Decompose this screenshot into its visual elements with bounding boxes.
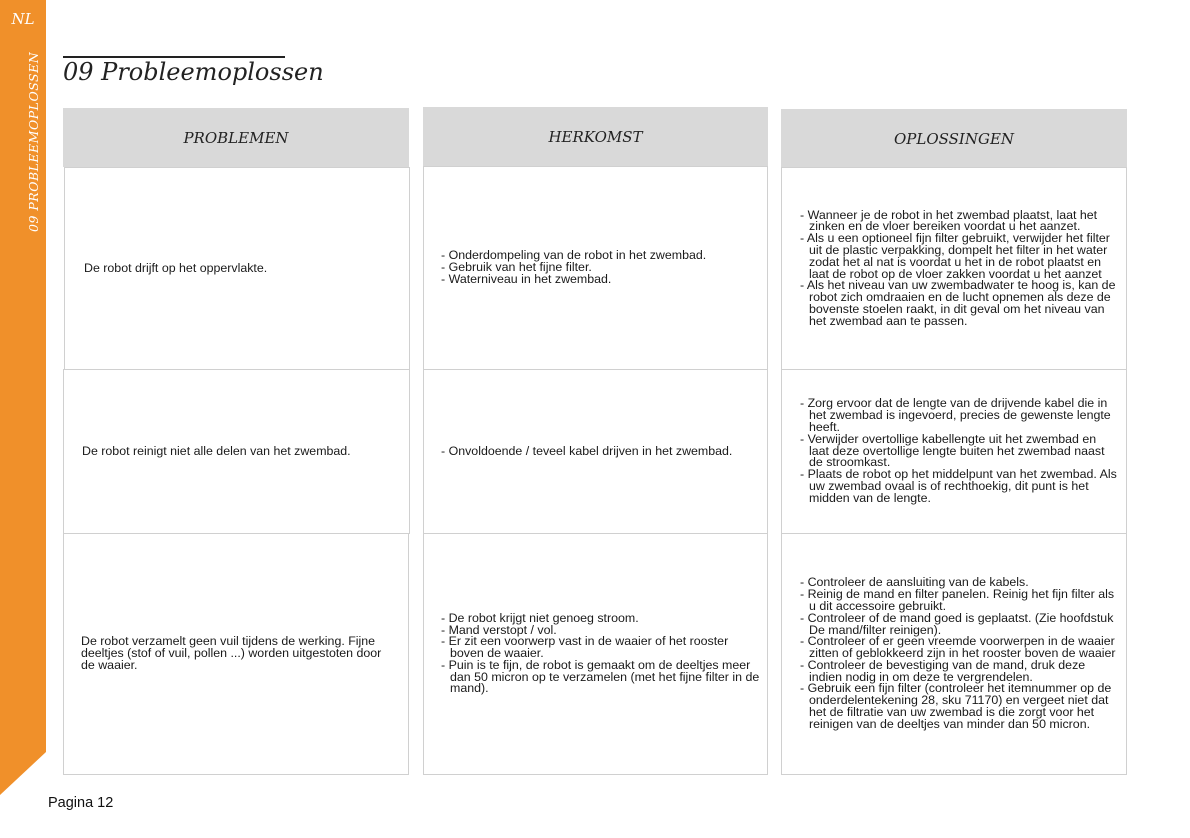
list-item: - Zorg ervoor dat de lengte van de drijvende kabel die in het zwembad is ingevoerd, precies de gewenste lengte heeft. bbox=[800, 398, 1118, 433]
solution-cell-1 bbox=[781, 167, 1127, 370]
sidebar bbox=[0, 0, 46, 838]
header-oplossingen: OPLOSSINGEN bbox=[781, 109, 1127, 168]
problem-cell-2 bbox=[63, 369, 410, 534]
page-number: Pagina 12 bbox=[48, 795, 114, 811]
problem-text: De robot drijft op het oppervlakte. bbox=[84, 260, 268, 275]
list-item: - Gebruik van het fijne filter. bbox=[441, 262, 761, 274]
list-item: - Er zit een voorwerp vast in de waaier of het rooster boven de waaier. bbox=[441, 636, 763, 660]
cause-cell-2 bbox=[423, 369, 768, 534]
list-item: - Controleer de aansluiting van de kabels. bbox=[800, 577, 1118, 589]
cause-cell-1 bbox=[423, 166, 768, 370]
list-item: - Controleer de bevestiging van de mand, druk deze indien nodig in om deze te vergrendelen. bbox=[800, 660, 1118, 684]
list-item: - Als u een optioneel fijn filter gebruikt, verwijder het filter uit de plastic verpakking, dompelt het filter in het water zodat het al nat is voordat u het in de robot plaatst en laat de robot op de vloer zakken voordat u het aanzet bbox=[800, 233, 1118, 280]
section-label: 09 PROBLEEMOPLOSSEN bbox=[26, 51, 41, 232]
problem-text: De robot reinigt niet alle delen van het zwembad. bbox=[82, 443, 351, 458]
solution-list bbox=[800, 398, 1118, 504]
page-title: 09 Probleemoplossen bbox=[63, 58, 324, 86]
list-item: - Puin is te fijn, de robot is gemaakt om de deeltjes meer dan 50 micron op te verzamelen (met het fijne filter in de mand). bbox=[441, 660, 763, 695]
solution-list bbox=[800, 577, 1118, 730]
cause-cell-3 bbox=[423, 533, 768, 775]
header-herkomst: HERKOMST bbox=[423, 107, 768, 166]
cause-list bbox=[441, 443, 763, 458]
problem-cell-3 bbox=[63, 533, 409, 775]
list-item: - Controleer of er geen vreemde voorwerpen in de waaier zitten of geblokkeerd zijn in het rooster boven de waaier bbox=[800, 636, 1118, 660]
header-problemen: PROBLEMEN bbox=[63, 108, 409, 167]
list-item: - Wanneer je de robot in het zwembad plaatst, laat het zinken en de vloer bereiken voordat u het aanzet. bbox=[800, 210, 1118, 234]
list-item: - Controleer of de mand goed is geplaatst. (Zie hoofdstuk De mand/filter reinigen). bbox=[800, 613, 1118, 637]
list-item: - Als het niveau van uw zwembadwater te hoog is, kan de robot zich omdraaien en de lucht opnemen als deze de bovenste stoelen raakt, in dit geval om het niveau van het zwembad aan te passen. bbox=[800, 280, 1118, 327]
list-item: - Plaats de robot op het middelpunt van het zwembad. Als uw zwembad ovaal is of rechthoekig, dit punt is het midden van de lengte. bbox=[800, 469, 1118, 504]
list-item: - Mand verstopt / vol. bbox=[441, 625, 763, 637]
list-item: - Waterniveau in het zwembad. bbox=[441, 274, 761, 286]
list-item: - Gebruik een fijn filter (controleer het itemnummer op de onderdelentekening 28, sku 71170) en vergeet niet dat het de filtratie van uw zwembad is die zorgt voor het reinigen van de deeltjes van minder dan 50 micron. bbox=[800, 683, 1118, 730]
problem-text: De robot verzamelt geen vuil tijdens de werking. Fijne deeltjes (stof of vuil, pollen ...) worden uitgestoten door de waaier. bbox=[81, 634, 382, 672]
cause-list bbox=[441, 610, 763, 696]
solution-list bbox=[800, 207, 1118, 328]
cause-list bbox=[441, 250, 761, 285]
problem-cell-1 bbox=[64, 167, 410, 370]
solution-cell-2 bbox=[781, 369, 1127, 534]
list-item: - De robot krijgt niet genoeg stroom. bbox=[441, 613, 763, 625]
list-item: - Onvoldoende / teveel kabel drijven in het zwembad. bbox=[441, 446, 763, 458]
language-label: NL bbox=[11, 10, 35, 28]
list-item: - Reinig de mand en filter panelen. Reinig het fijn filter als u dit accessoire gebruikt. bbox=[800, 589, 1118, 613]
list-item: - Onderdompeling van de robot in het zwembad. bbox=[441, 250, 761, 262]
solution-cell-3 bbox=[781, 533, 1127, 775]
list-item: - Verwijder overtollige kabellengte uit het zwembad en laat deze overtollige lengte buiten het zwembad naast de stroomkast. bbox=[800, 434, 1118, 469]
